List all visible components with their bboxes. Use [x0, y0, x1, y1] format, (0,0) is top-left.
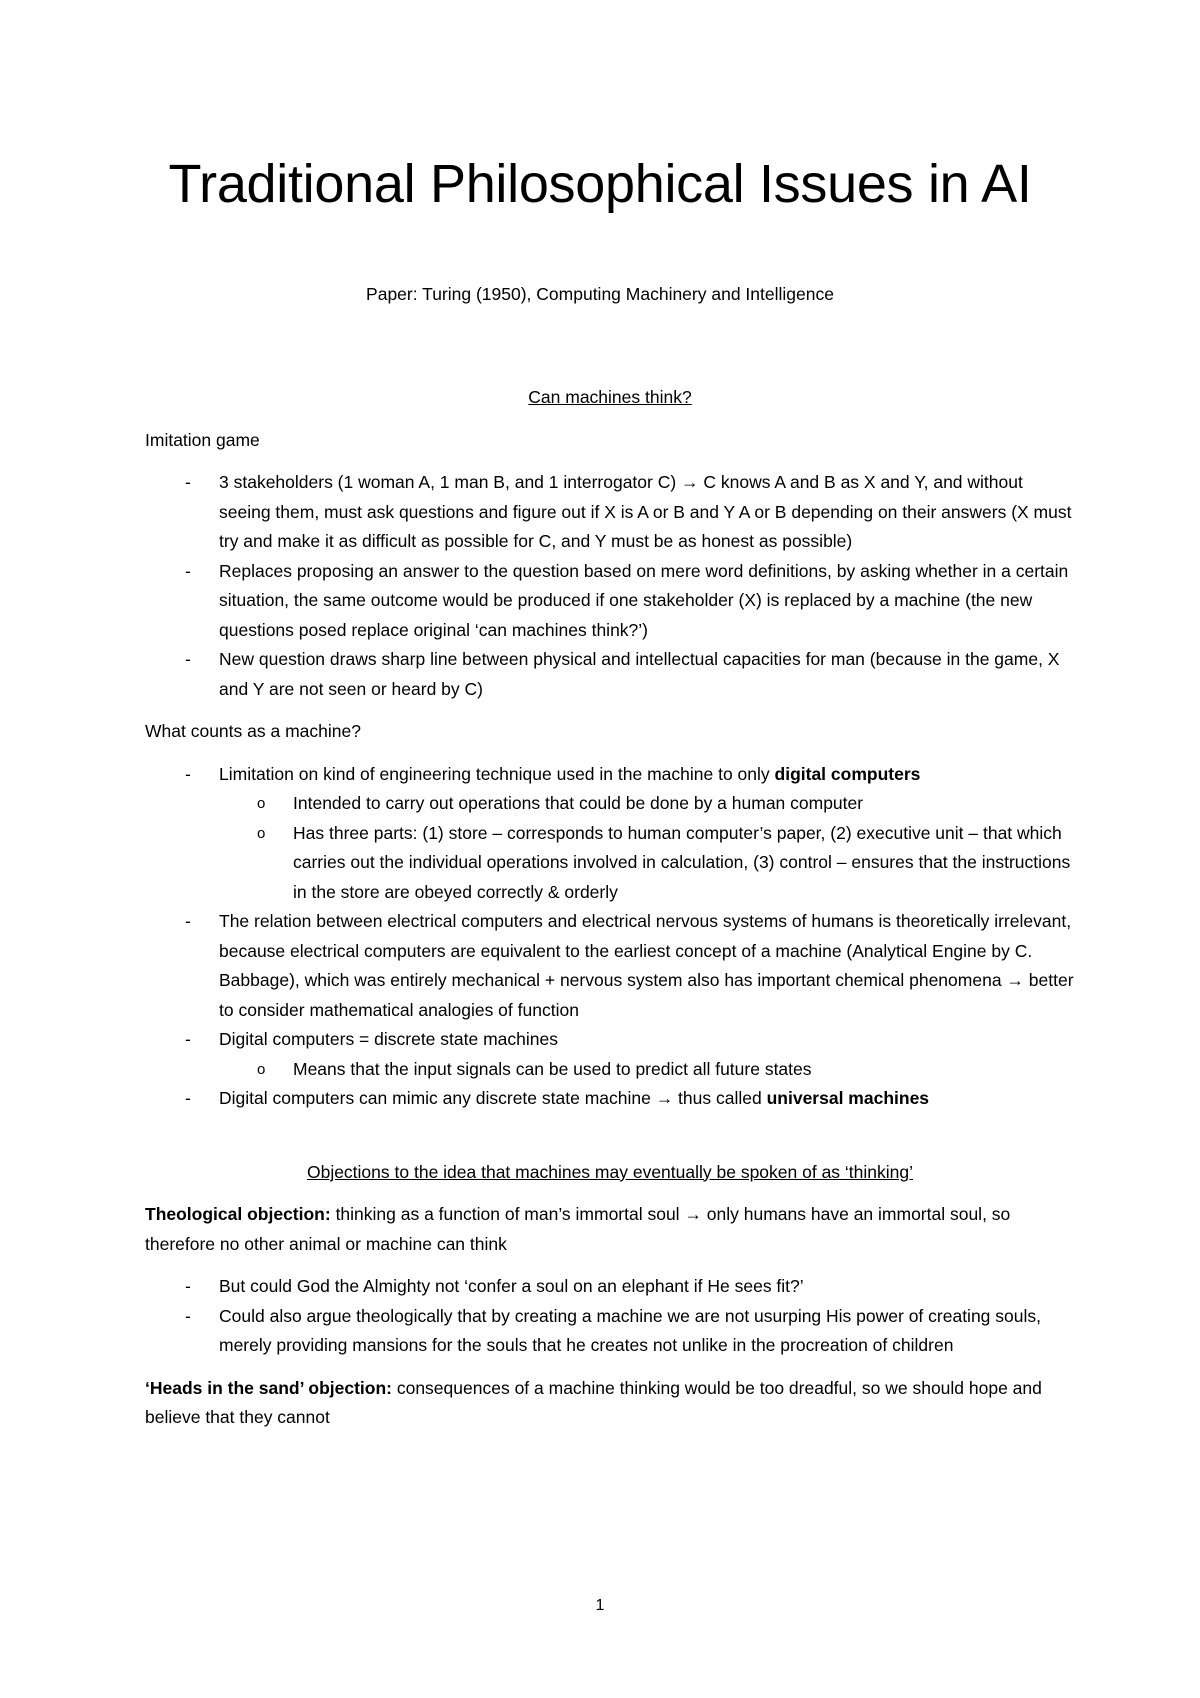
document-body [145, 383, 1075, 1433]
machine-definition-list [145, 760, 1075, 1114]
sub-list-item: o Intended to carry out operations that could be done by a human computer [257, 793, 864, 813]
list-item: - Replaces proposing an answer to the question based on mere word definitions, by asking whether in a certain situation, the same outcome would be produced if one stakeholder (X) is replaced by a machine (the new questions posed replace original ‘can machines think?’) [185, 560, 1069, 640]
list-item: - New question draws sharp line between physical and intellectual capacities for man (because in the game, X and Y are not seen or heard by C) [185, 649, 1060, 699]
sub-list [219, 789, 1075, 907]
machine-definition-label: What counts as a machine? [145, 721, 361, 741]
section-heading-can-machines-think: Can machines think? [528, 387, 692, 407]
list-item: - Digital computers = discrete state machines o Means that the input signals can be used to predict all future states [145, 1025, 1075, 1084]
page-title: Traditional Philosophical Issues in AI [168, 154, 1032, 214]
list-item: - Could also argue theologically that by creating a machine we are not usurping His power of creating souls, merely providing mansions for the souls that he creates not unlike in the procreation of children [185, 1305, 1041, 1355]
list-item: - Limitation on kind of engineering technique used in the machine to only digital computers o Intended to carry out operations that could be done by a human computer o Has three parts: (1) store – corresponds to human computer’s paper, (2) executive unit – that which carries out the individual operations involved in calculation, (3) control – ensures that the instructions in the store are obeyed correctly & orderly [145, 760, 1075, 908]
heads-in-sand-objection: ‘Heads in the sand’ objection: consequences of a machine thinking would be too dreadful, so we should hope and believe that they cannot [145, 1377, 1042, 1427]
list-item: - 3 stakeholders (1 woman A, 1 man B, and 1 interrogator C) → C knows A and B as X and Y, and without seeing them, must ask questions and figure out if X is A or B and Y A or B depending on their answers (X must try and make it as difficult as possible for C, and Y must be as honest as possible) [185, 472, 1072, 551]
paper-reference: Paper: Turing (1950), Computing Machinery and Intelligence [366, 284, 834, 304]
theological-objection-list [145, 1272, 1075, 1361]
page-number: 1 [595, 1597, 605, 1614]
list-item: - But could God the Almighty not ‘confer a soul on an elephant if He sees fit?’ [185, 1276, 804, 1296]
sub-list-item: o Means that the input signals can be used to predict all future states [257, 1058, 812, 1079]
theological-objection: Theological objection: thinking as a function of man’s immortal soul → only humans have an immortal soul, so therefore no other animal or machine can think [145, 1204, 1011, 1254]
sub-list-item: o Has three parts: (1) store – corresponds to human computer’s paper, (2) executive unit – that which carries out the individual operations involved in calculation, (3) control – ensures that the instructions in the store are obeyed correctly & orderly [257, 822, 1071, 902]
sub-list [219, 1055, 1075, 1085]
imitation-game-list [145, 468, 1075, 704]
list-item: - Digital computers can mimic any discrete state machine → thus called universal machines [185, 1088, 930, 1108]
section-heading-objections: Objections to the idea that machines may eventually be spoken of as ‘thinking’ [306, 1161, 914, 1182]
list-item: - The relation between electrical computers and electrical nervous systems of humans is theoretically irrelevant, because electrical computers are equivalent to the earliest concept of a machine (Analytical Engine by C. Babbage), which was entirely mechanical + nervous system also has important chemical phenomena → better to consider mathematical analogies of function [185, 911, 1074, 1020]
imitation-game-label: Imitation game [145, 429, 260, 450]
